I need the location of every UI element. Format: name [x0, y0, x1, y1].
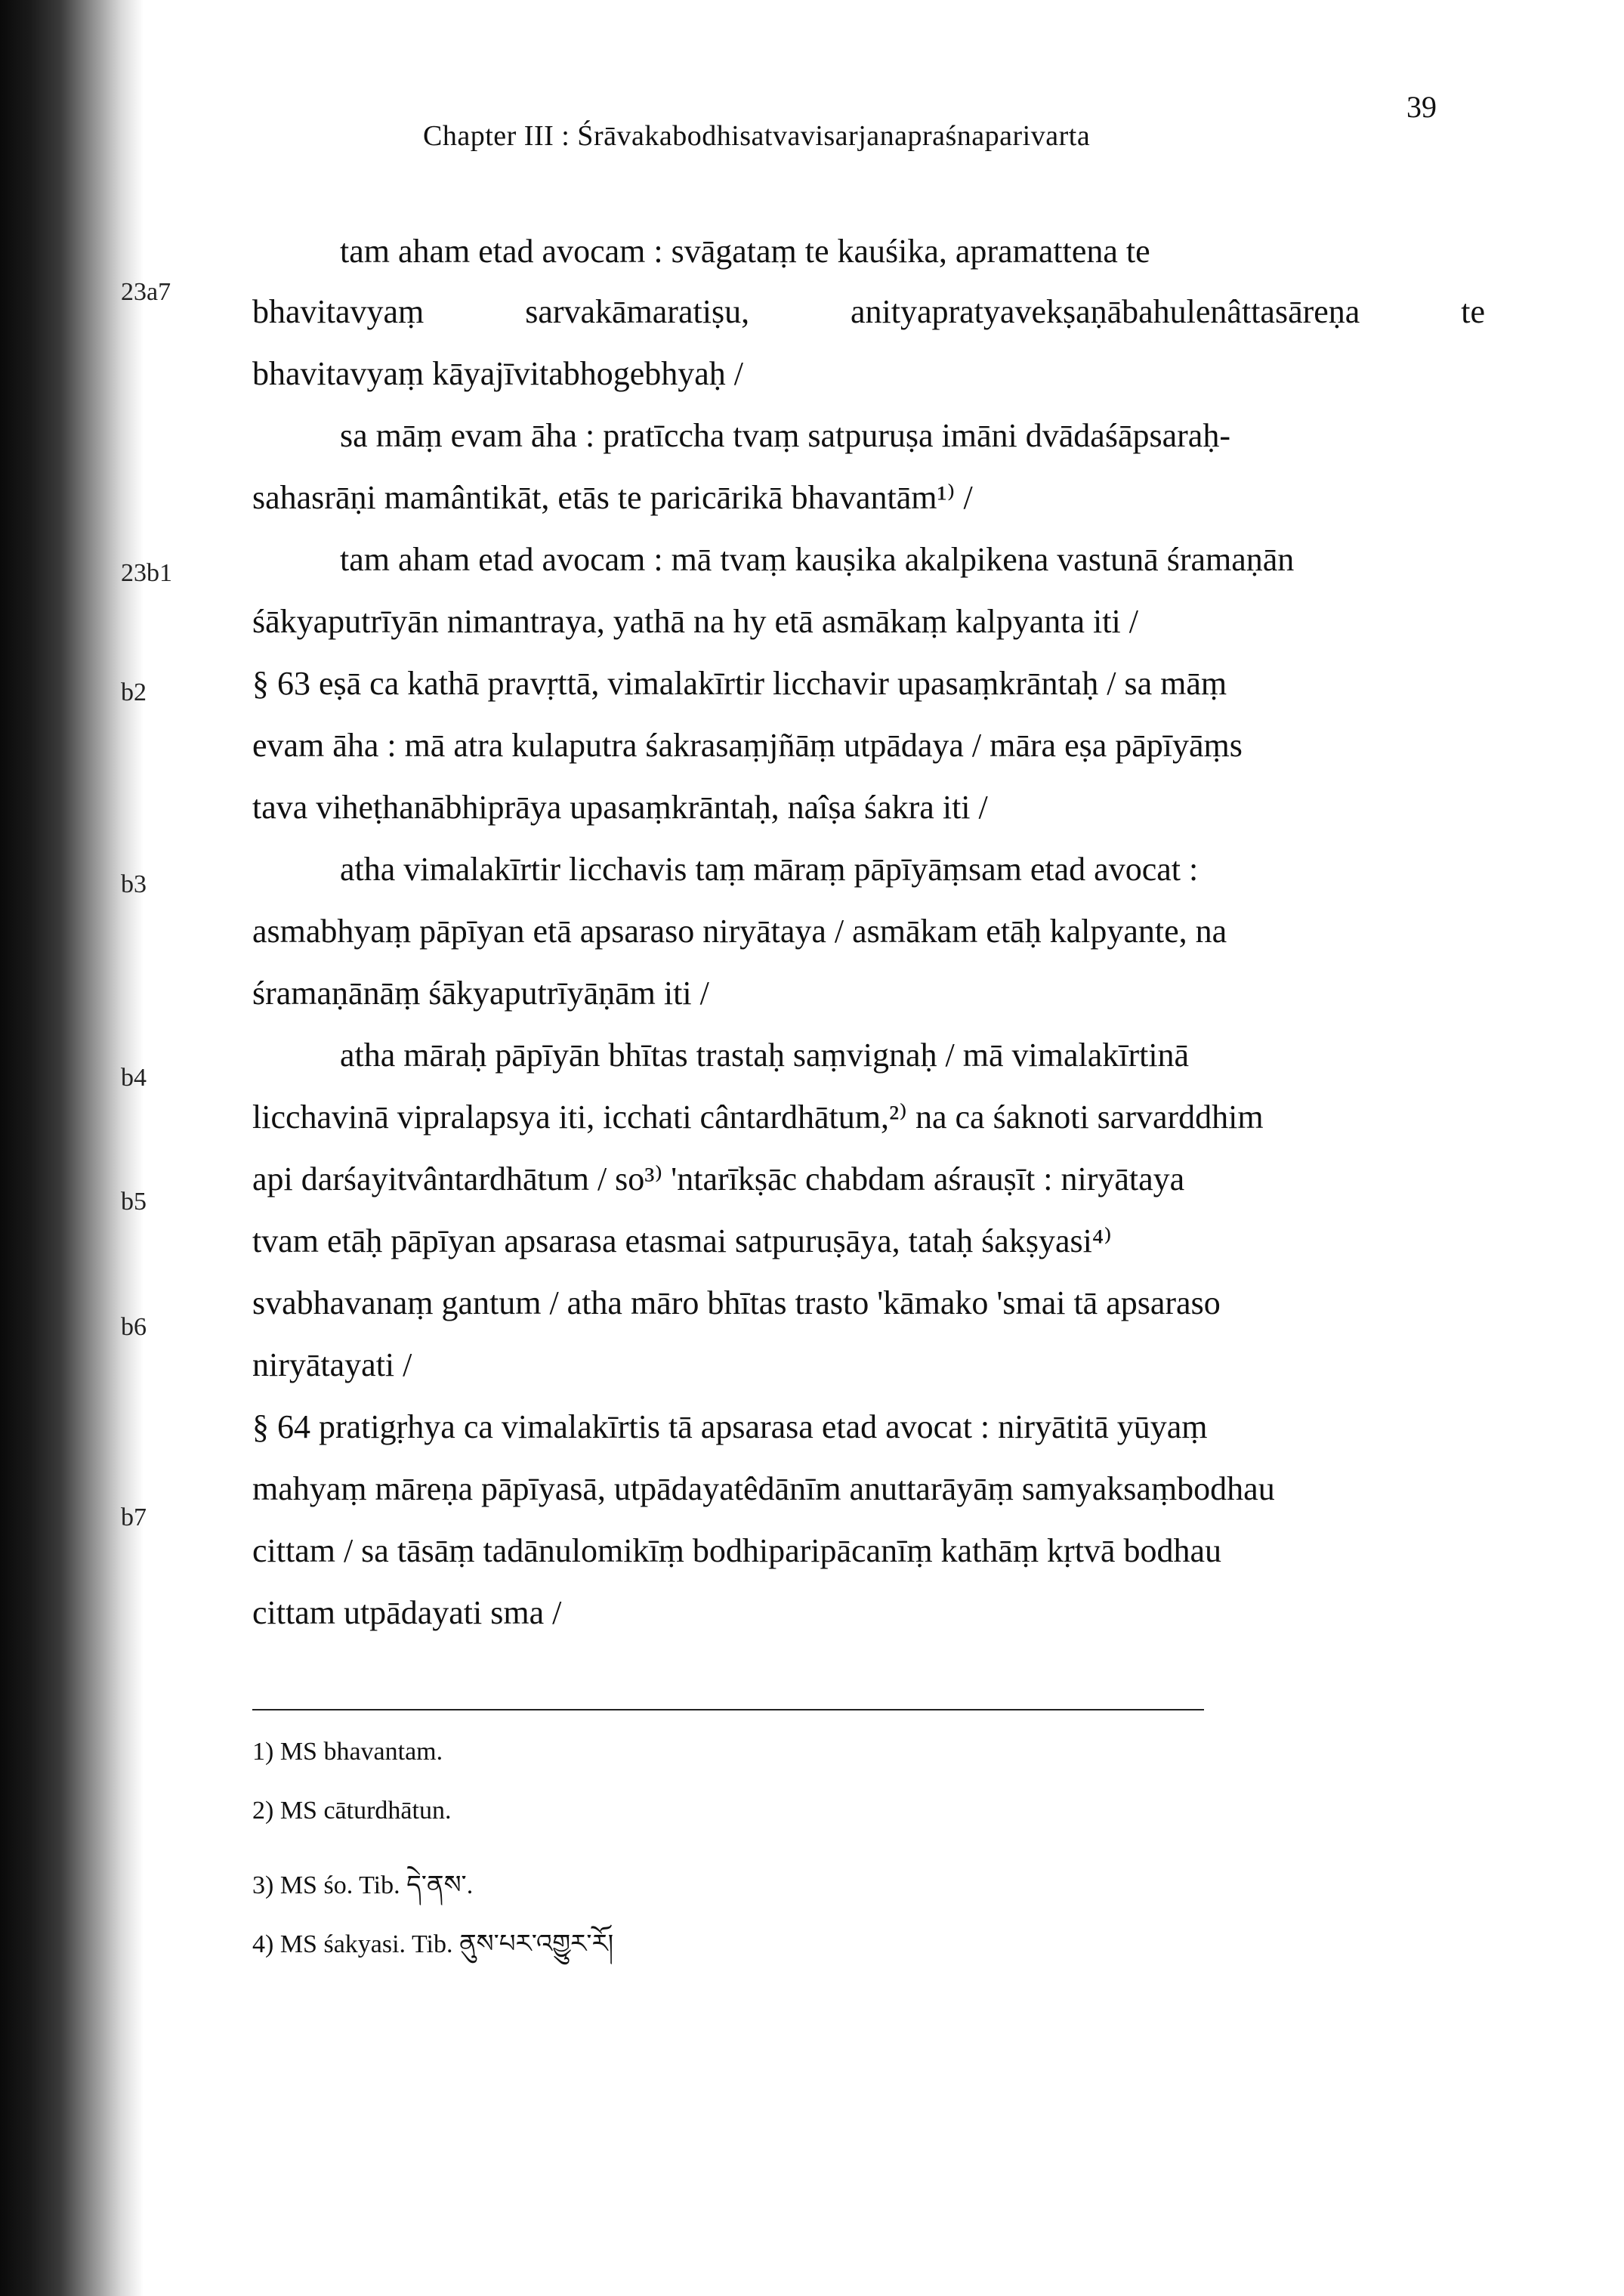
body-line: śramaṇānāṃ śākyaputrīyāṇām iti / [252, 975, 709, 1012]
page-number: 39 [1406, 90, 1437, 124]
margin-ref: b6 [121, 1313, 147, 1341]
margin-ref: 23b1 [121, 559, 172, 587]
body-line: svabhavanaṃ gantum / atha māro bhītas trasto 'kāmako 'smai tā apsaraso [252, 1284, 1221, 1321]
footnote: 4) MS śakyasi. Tib. ནུས་པར་འགྱུར་རོ། [252, 1930, 614, 1958]
margin-ref: b7 [121, 1503, 147, 1531]
body-line: sahasrāṇi mamântikāt, etās te paricārikā bhavantām¹⁾ / [252, 479, 973, 516]
body-line: licchavinā vipralapsya iti, icchati cântardhātum,²⁾ na ca śaknoti sarvarddhim [252, 1099, 1264, 1136]
body-line: tava viheṭhanābhiprāya upasaṃkrāntaḥ, naîṣa śakra iti / [252, 789, 988, 826]
body-line: mahyaṃ māreṇa pāpīyasā, utpādayatêdānīm anuttarāyāṃ samyaksaṃbodhau [252, 1470, 1275, 1507]
section-64-start: § 64 pratigṛhya ca vimalakīrtis tā apsarasa etad avocat : niryātitā yūyaṃ [252, 1408, 1208, 1445]
body-line: śākyaputrīyān nimantraya, yathā na hy etā asmākaṃ kalpyanta iti / [252, 603, 1138, 640]
body-line: cittam utpādayati sma / [252, 1594, 562, 1631]
footnote: 3) MS śo. Tib. དེ་ནས་. [252, 1871, 474, 1899]
body-line: atha vimalakīrtir licchavis taṃ māraṃ pāpīyāṃsam etad avocat : [340, 851, 1199, 888]
book-binding-shadow [0, 0, 144, 2296]
body-line: cittam / sa tāsāṃ tadānulomikīṃ bodhiparipācanīṃ kathāṃ kṛtvā bodhau [252, 1532, 1221, 1569]
margin-ref: b5 [121, 1188, 147, 1216]
body-line: bhavitavyaṃ sarvakāmaratiṣu, anityapratyavekṣaṇābahulenâttasāreṇa te [252, 293, 1485, 330]
body-line: tam aham etad avocam : mā tvaṃ kauṣika akalpikena vastunā śramaṇān [340, 541, 1295, 578]
body-line: atha māraḥ pāpīyān bhītas trastaḥ saṃvignaḥ / mā vimalakīrtinā [340, 1037, 1190, 1074]
running-header: Chapter III : Śrāvakabodhisatvavisarjanapraśnaparivarta [423, 120, 1091, 152]
margin-ref: b4 [121, 1064, 147, 1092]
body-line: tam aham etad avocam : svāgataṃ te kauśika, apramattena te [340, 233, 1150, 270]
footnote: 1) MS bhavantam. [252, 1738, 443, 1766]
margin-ref: b3 [121, 870, 147, 898]
footnote-rule [252, 1709, 1204, 1710]
body-line: evam āha : mā atra kulaputra śakrasaṃjñāṃ utpādaya / māra eṣa pāpīyāṃs [252, 727, 1243, 764]
margin-ref: b2 [121, 678, 147, 706]
body-line: bhavitavyaṃ kāyajīvitabhogebhyaḥ / [252, 355, 744, 392]
body-line: sa māṃ evam āha : pratīccha tvaṃ satpuruṣa imāni dvādaśāpsaraḥ- [340, 417, 1230, 454]
body-line: asmabhyaṃ pāpīyan etā apsaraso niryātaya / asmākam etāḥ kalpyante, na [252, 913, 1227, 950]
body-line: api darśayitvântardhātum / so³⁾ 'ntarīkṣāc chabdam aśrauṣīt : niryātaya [252, 1160, 1185, 1197]
margin-ref: 23a7 [121, 278, 171, 306]
footnote: 2) MS cāturdhātun. [252, 1797, 452, 1825]
body-line: niryātayati / [252, 1346, 412, 1383]
body-line: tvam etāḥ pāpīyan apsarasa etasmai satpuruṣāya, tataḥ śakṣyasi⁴⁾ [252, 1222, 1112, 1259]
section-63-start: § 63 eṣā ca kathā pravṛttā, vimalakīrtir licchavir upasaṃkrāntaḥ / sa māṃ [252, 665, 1227, 702]
